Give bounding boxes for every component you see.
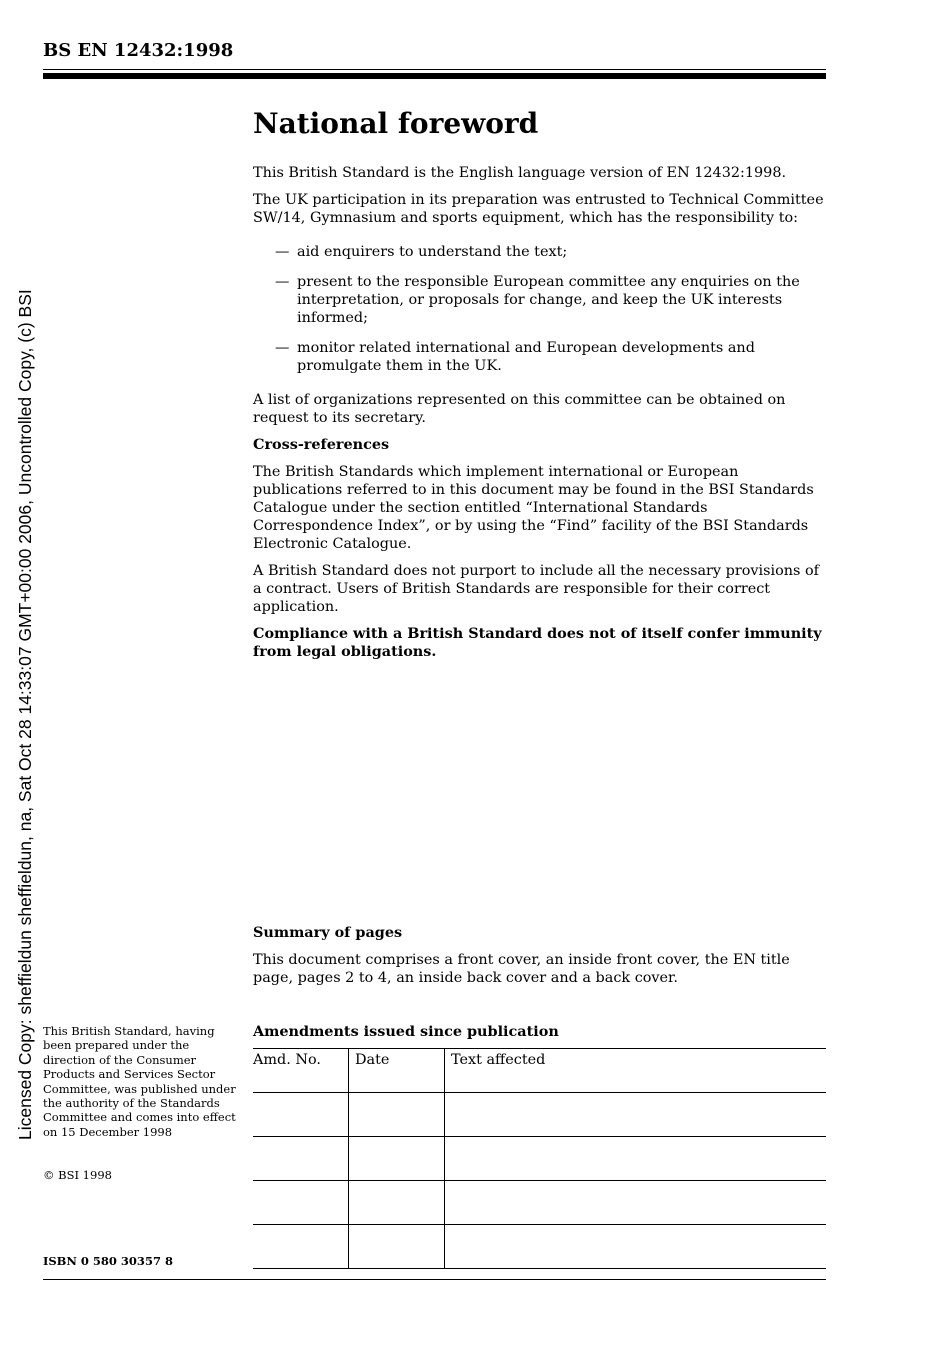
header-title: BS EN 12432:1998 xyxy=(43,40,234,61)
list-item: — present to the responsible European committee any enquiries on the interpretation, or proposals for change, and keep the UK interests informed; xyxy=(275,273,826,327)
table-cell xyxy=(253,1093,349,1137)
table-cell xyxy=(445,1225,827,1269)
table-cell xyxy=(253,1181,349,1225)
responsibility-list xyxy=(253,243,826,375)
column-header-text-affected: Text affected xyxy=(445,1049,827,1093)
table-row xyxy=(253,1137,826,1181)
table-header-row xyxy=(253,1049,826,1093)
page-title: National foreword xyxy=(253,107,539,140)
crossref-heading: Cross-references xyxy=(253,436,390,453)
table-row xyxy=(253,1181,826,1225)
publication-notice: This British Standard, having been prepared under the direction of the Consumer Products and Services Sector Committee, was published under the authority of the Standards Committee and comes into effect on 15 December 1998 xyxy=(43,1024,236,1139)
header-rule-thick xyxy=(43,73,826,79)
footer-rule xyxy=(43,1279,826,1280)
column-header-date: Date xyxy=(349,1049,445,1093)
isbn-number: ISBN 0 580 30357 8 xyxy=(43,1254,173,1268)
foreword-participation: The UK participation in its preparation was entrusted to Technical Committee SW/14, Gymnasium and sports equipment, which has the responsibility to: xyxy=(253,192,824,226)
table-cell xyxy=(349,1181,445,1225)
list-item: — monitor related international and European developments and promulgate them in the UK. xyxy=(275,339,826,375)
foreword-intro: This British Standard is the English language version of EN 12432:1998. xyxy=(253,165,787,181)
table-cell xyxy=(349,1225,445,1269)
foreword-body xyxy=(253,164,826,670)
table-cell xyxy=(253,1225,349,1269)
table-cell xyxy=(445,1181,827,1225)
crossref-text: The British Standards which implement international or European publications referred to in this document may be found in the BSI Standards Catalogue under the section entitled “International Standards Correspondence Index”, or by using the “Find” facility of the BSI Standards Electronic Catalogue. xyxy=(253,464,814,552)
table-cell xyxy=(445,1093,827,1137)
copyright-notice: © BSI 1998 xyxy=(43,1168,112,1182)
summary-section xyxy=(253,924,826,996)
table-cell xyxy=(349,1093,445,1137)
summary-heading: Summary of pages xyxy=(253,924,403,941)
table-cell xyxy=(253,1137,349,1181)
amendments-table xyxy=(253,1048,826,1269)
amendments-heading: Amendments issued since publication xyxy=(253,1023,559,1040)
table-cell xyxy=(349,1137,445,1181)
list-item: — aid enquirers to understand the text; xyxy=(275,243,826,261)
table-cell xyxy=(445,1137,827,1181)
organizations-text: A list of organizations represented on this committee can be obtained on request to its secretary. xyxy=(253,392,786,426)
license-notice: Licensed Copy: sheffieldun sheffieldun, na, Sat Oct 28 14:33:07 GMT+00:00 2006, Uncontrolled Copy, (c) BSI xyxy=(15,289,35,1140)
table-row xyxy=(253,1093,826,1137)
table-row xyxy=(253,1225,826,1269)
compliance-text: Compliance with a British Standard does not of itself confer immunity from legal obligations. xyxy=(253,625,822,660)
header-rule-thin xyxy=(43,69,826,70)
provisions-text: A British Standard does not purport to include all the necessary provisions of a contract. Users of British Standards are responsible for their correct application. xyxy=(253,563,819,615)
column-header-amd-no: Amd. No. xyxy=(253,1049,349,1093)
summary-text: This document comprises a front cover, an inside front cover, the EN title page, pages 2 to 4, an inside back cover and a back cover. xyxy=(253,952,790,986)
